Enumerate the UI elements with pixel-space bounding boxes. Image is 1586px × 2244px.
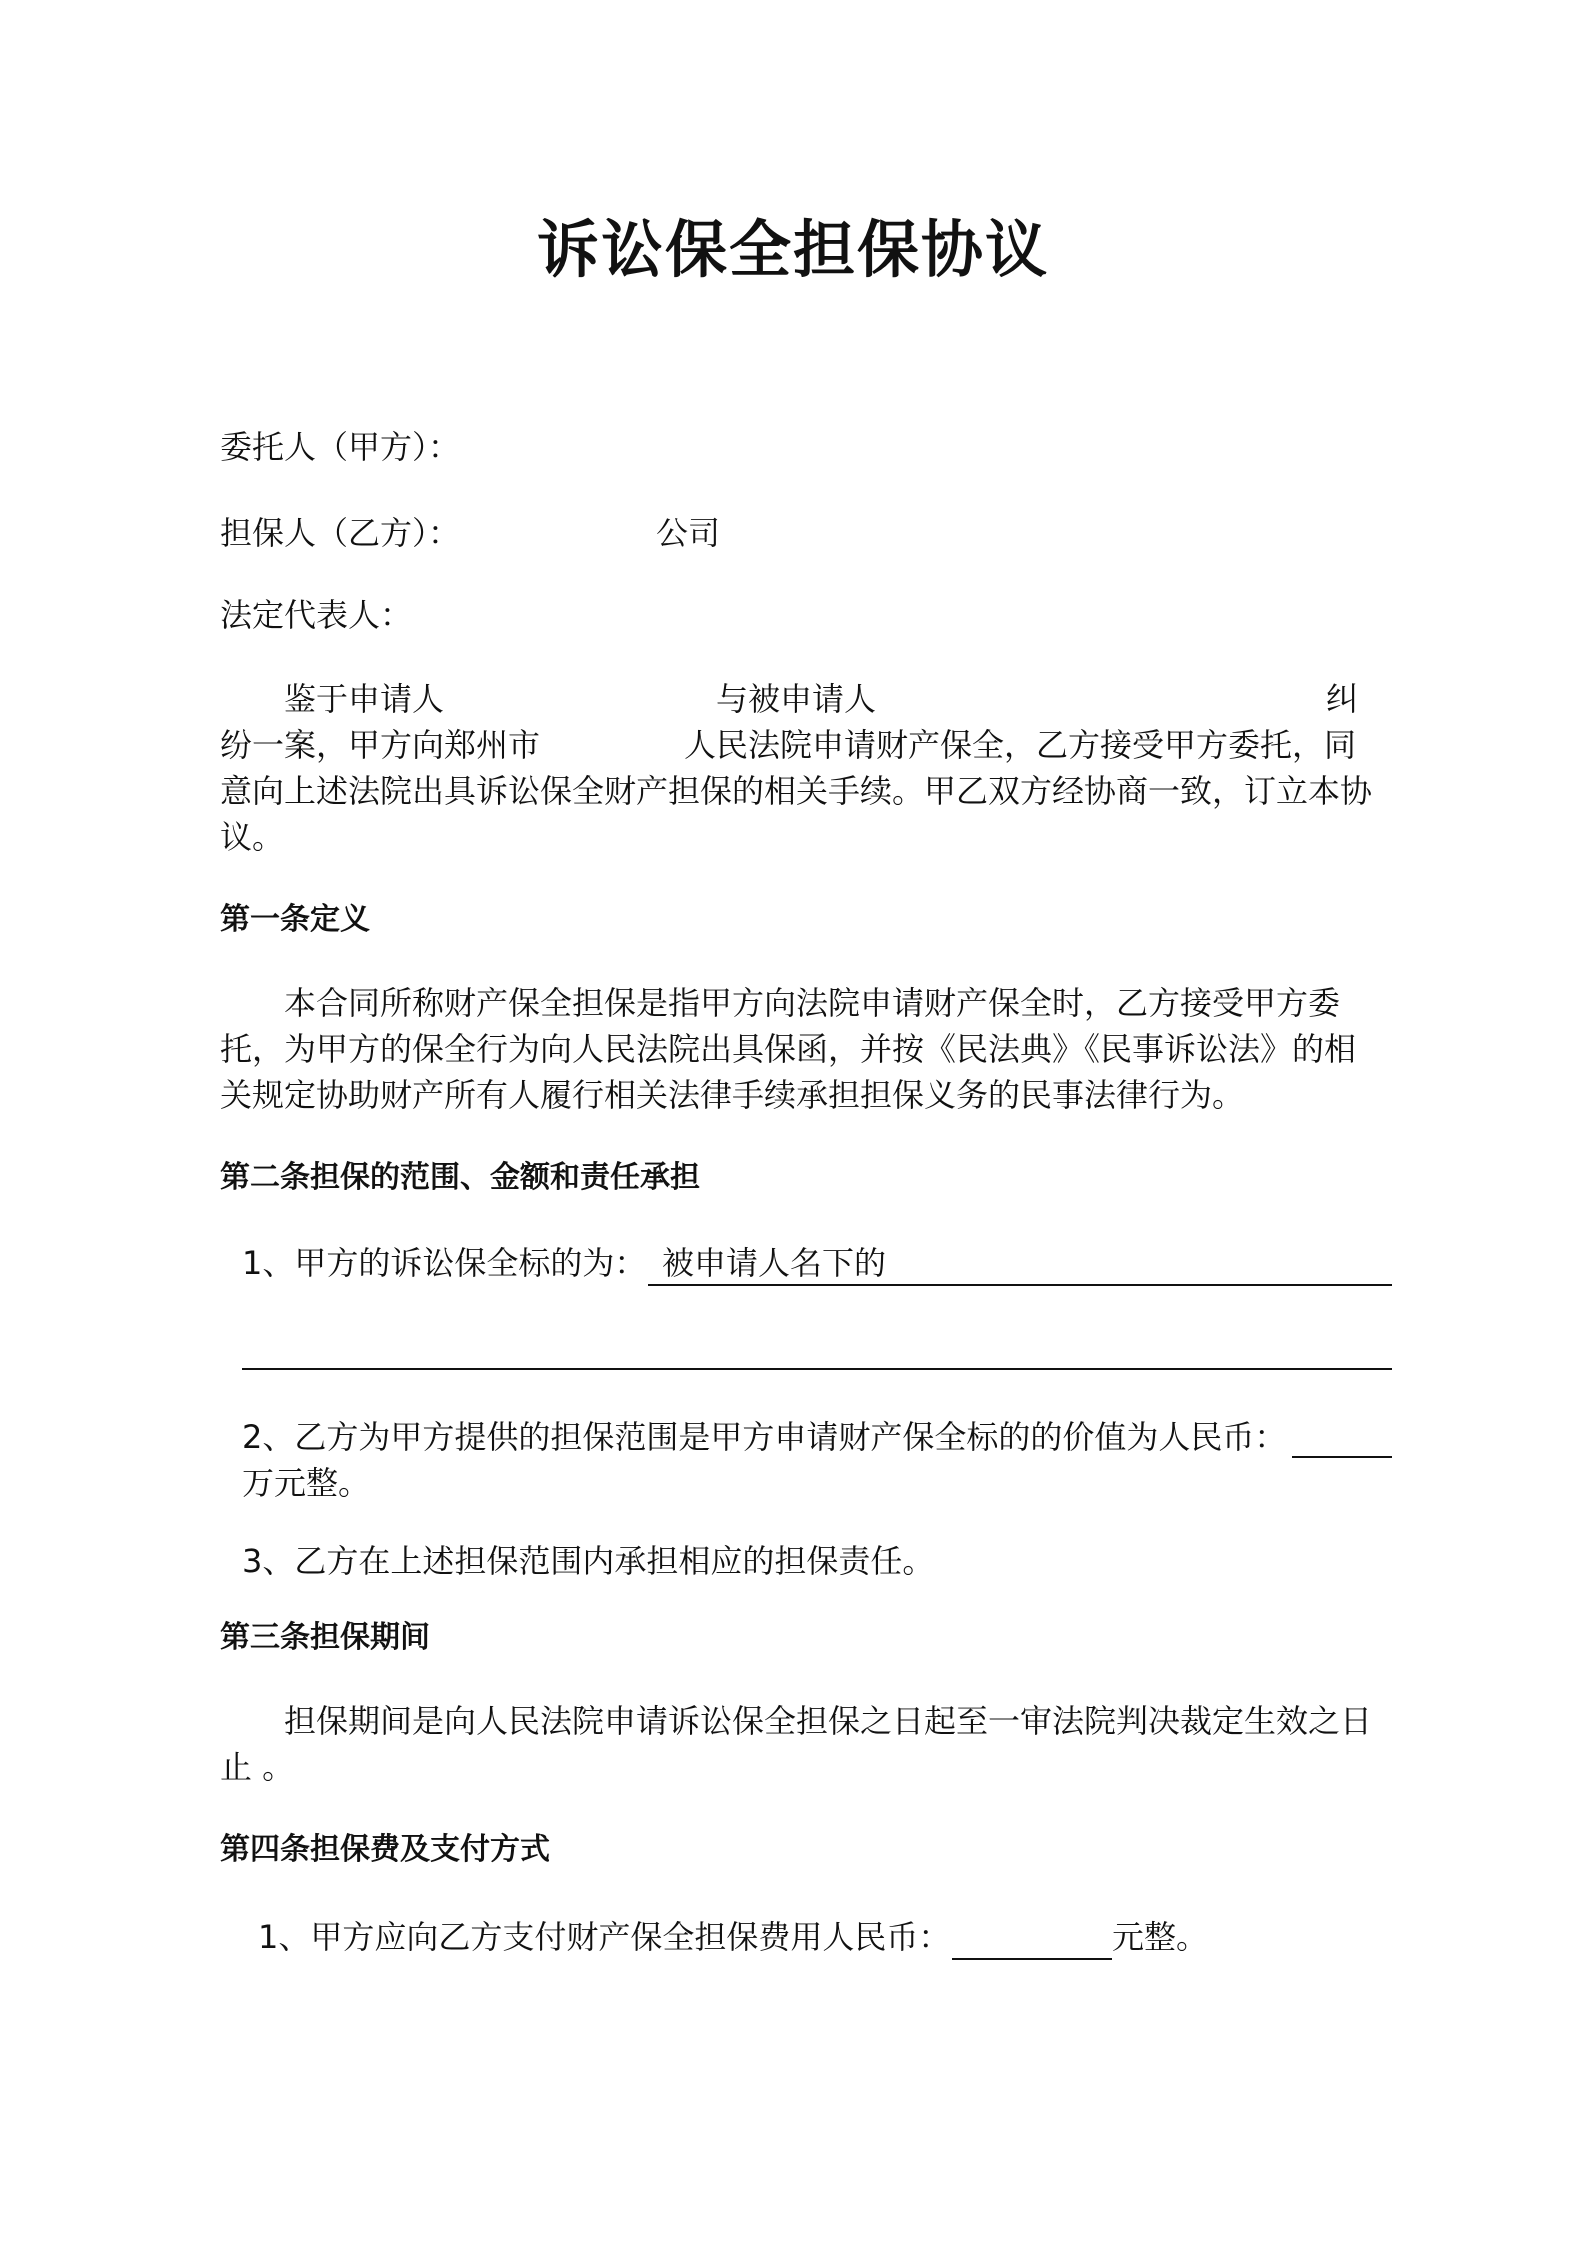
article4-item1-text: 1、甲方应向乙方支付财产保全担保费用人民币：: [258, 1918, 951, 1956]
article3-line-2: 止 。: [220, 1748, 295, 1786]
article2-blank-line: [242, 1368, 1392, 1370]
article2-heading: 第二条担保的范围、金额和责任承担: [220, 1160, 700, 1195]
article2-item3-text: 3、乙方在上述担保范围内承担相应的担保责任。: [242, 1542, 935, 1580]
preamble-applicant-text: 鉴于申请人: [284, 680, 445, 718]
article2-item1-underline: [648, 1284, 1392, 1286]
article1-line-2: 托，为甲方的保全行为向人民法院出具保函，并按《民法典》《民事诉讼法》的相: [220, 1030, 1357, 1068]
preamble-dispute-char: 纠: [1326, 680, 1359, 718]
guarantor-company-suffix: 公司: [656, 514, 721, 552]
article3-line-1: 担保期间是向人民法院申请诉讼保全担保之日起至一审法院判决裁定生效之日: [284, 1702, 1373, 1740]
article1-line-1: 本合同所称财产保全担保是指甲方向法院申请财产保全时，乙方接受甲方委: [284, 984, 1341, 1022]
article4-heading: 第四条担保费及支付方式: [220, 1832, 550, 1867]
entrustor-label: 委托人（甲方）：: [220, 428, 461, 466]
guarantor-label: 担保人（乙方）：: [220, 514, 461, 552]
article1-line-3: 关规定协助财产所有人履行相关法律手续承担担保义务的民事法律行为。: [220, 1076, 1245, 1114]
article3-heading: 第三条担保期间: [220, 1620, 430, 1655]
article2-item2-text: 2、乙方为甲方提供的担保范围是甲方申请财产保全标的的价值为人民币：: [242, 1418, 1287, 1456]
article2-item2-underline: [1292, 1456, 1392, 1458]
article4-item1-suffix: 元整。: [1112, 1918, 1209, 1956]
article1-heading: 第一条定义: [220, 902, 370, 937]
preamble-line-4: 议。: [220, 818, 285, 856]
article4-item1-underline: [952, 1958, 1112, 1960]
legal-rep-label: 法定代表人：: [220, 596, 413, 634]
preamble-court-text: 人民法院申请财产保全，乙方接受甲方委托，同: [684, 726, 1357, 764]
article2-item1-value: 被申请人名下的: [662, 1244, 887, 1282]
preamble-respondent-text: 与被申请人: [716, 680, 877, 718]
preamble-line-3: 意向上述法院出具诉讼保全财产担保的相关手续。甲乙双方经协商一致，订立本协: [220, 772, 1373, 810]
document-title: 诉讼保全担保协议: [536, 213, 1049, 286]
preamble-city-text: 纷一案，甲方向郑州市: [220, 726, 541, 764]
article2-item1-label: 1、甲方的诉讼保全标的为：: [242, 1244, 647, 1282]
article2-item2-suffix: 万元整。: [242, 1464, 371, 1502]
